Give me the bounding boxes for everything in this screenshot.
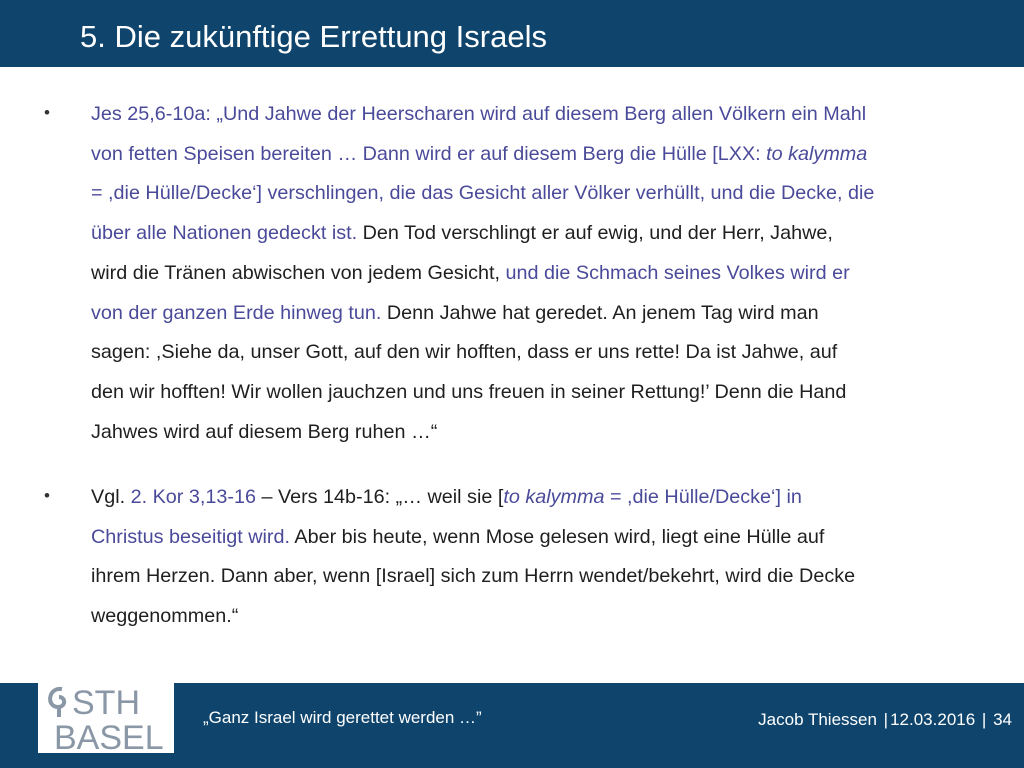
text-span: = ,die Hülle/Decke‘] in [604,486,802,508]
text-span: Christus beseitigt wird. [91,525,290,548]
swirl-icon [50,689,64,707]
footer-separator: | [883,710,889,729]
text-span: ihrem Herzen. Dann aber, wenn [Israel] sich zum Herrn wendet/bekehrt, wird die Decke [91,565,856,588]
text-span: von der ganzen Erde hinweg tun. [91,301,382,324]
text-span: Aber bis heute, wenn Mose gelesen wird, liegt eine Hülle auf [289,525,825,548]
text-line [91,294,1009,334]
footer-quote: „Ganz Israel wird gerettet werden …” [203,708,482,727]
bullet-marker: • [44,103,50,122]
text-span: Denn Jahwe hat geredet. An jenem Tag wird man [381,301,819,324]
logo-graphic [38,683,174,753]
text-span: Dann wird er auf diesem Berg die Hülle [LXX: [362,142,767,165]
text-span: wird die Tränen abwischen von jedem Gesicht, [91,261,501,284]
text-span: – Vers 14b-16: „… weil sie [ [255,486,504,508]
text-span: „Und Jahwe der Heerscharen wird auf diesem Berg allen Völkern ein Mahl [210,103,867,125]
page-number: 34 [993,710,1012,729]
text-span: den wir hofften! Wir wollen jauchzen und uns freuen in seiner Rettung!’ Denn die Hand [91,380,847,403]
text-span: von fetten Speisen bereiten … [91,142,363,165]
bullet-text-2 [91,478,1009,637]
footer-separator: | [981,710,987,729]
bullet-text-1 [91,95,1009,452]
text-line [91,373,1009,413]
text-line [91,95,1009,135]
text-span: weggenommen.“ [91,605,239,628]
logo-line1: STH [72,684,140,722]
text-span: sagen: ,Siehe da, unser Gott, auf den wir hofften, dass er uns rette! Da ist Jahwe, auf [91,341,838,364]
text-line [91,214,1009,254]
footer-date: 12.03.2016 [890,710,976,729]
text-span: und die Schmach seines Volkes wird er [500,261,850,284]
text-line [91,333,1009,373]
text-line [91,557,1009,597]
text-span: = ,die Hülle/Decke‘] verschlingen, die das Gesicht aller Völker verhüllt, und die Decke, die [91,182,875,205]
text-line [91,254,1009,294]
scripture-reference: 2. Kor 3,13-16 [130,486,256,508]
slide-title: 5. Die zukünftige Errettung Israels [80,19,547,54]
scripture-reference: Jes 25,6-10a: [91,103,211,125]
text-line [91,174,1009,214]
logo-line2: BASEL [54,719,164,753]
sth-basel-logo [38,683,174,753]
text-line [91,597,1009,637]
text-line [91,478,1009,518]
footer-author: Jacob Thiessen [758,710,877,729]
italic-term: to kalymma [766,142,868,165]
bullet-marker: • [44,486,50,505]
text-span: Vgl. [91,486,131,508]
footer-meta [758,710,1012,730]
text-span: Den Tod verschlingt er auf ewig, und der Herr, Jahwe, [357,222,833,245]
text-line [91,135,1009,175]
italic-term: to kalymma [503,486,605,508]
text-span: über alle Nationen gedeckt ist. [91,222,358,245]
text-span: Jahwes wird auf diesem Berg ruhen …“ [91,420,438,443]
text-line [91,518,1009,558]
text-line [91,413,1009,453]
